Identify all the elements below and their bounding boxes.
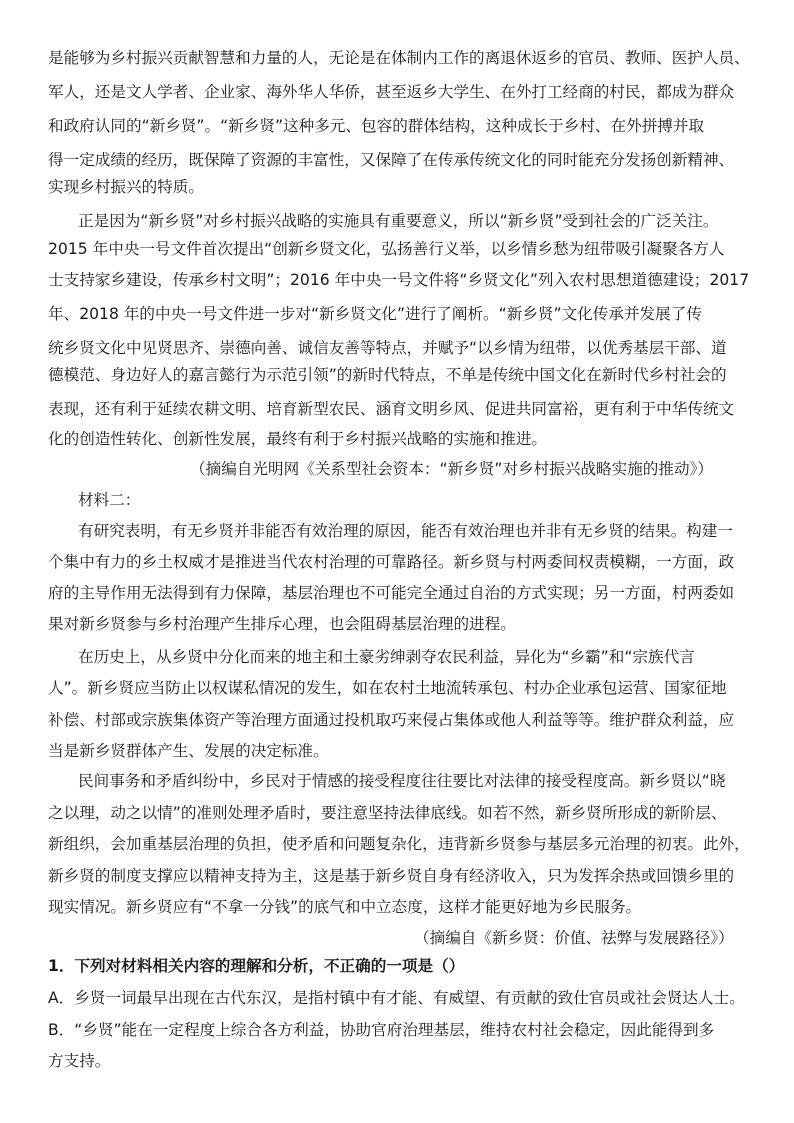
- text-line: 现实情况。新乡贤应有“不拿一分钱”的底气和中立态度，这样才能更好地为乡民服务。: [48, 898, 642, 916]
- text-line: 统乡贤文化中见贤思齐、崇德向善、诚信友善等特点，并赋予“以乡情为纽带，以优秀基层干部、道: [48, 339, 727, 357]
- source-citation: （摘编自《新乡贤：价值、祛弊与发展路径》）: [414, 929, 734, 947]
- text-line: 府的主导作用无法得到有力保障，基层治理也不可能完全通过自治的方式实现；另一方面，村两委如: [48, 584, 735, 602]
- answer-option-b: B．“乡贤”能在一定程度上综合各方利益，协助官府治理基层，维持农村社会稳定，因此能得到多: [48, 1021, 715, 1039]
- text-line: 有研究表明，有无乡贤并非能否有效治理的原因，能否有效治理也并非有无乡贤的结果。构建一: [78, 522, 733, 540]
- text-line: 2015 年中央一号文件首次提出“创新乡贤文化，弘扬善行义举，以乡情乡愁为纽带吸引凝聚各方人: [48, 240, 725, 258]
- text-line: 在历史上，从乡贤中分化而来的地主和土豪劣绅剥夺农民利益，异化为“乡霸”和“宗族代言: [78, 648, 695, 666]
- text-line: 果对新乡贤参与乡村治理产生排斥心理，也会阻碍基层治理的进程。: [48, 615, 516, 633]
- text-line: 之以理，动之以情”的准则处理矛盾时，要注意坚持法律底线。如若不然，新乡贤所形成的新阶层、: [48, 804, 727, 822]
- text-line: 是能够为乡村振兴贡献智慧和力量的人，无论是在体制内工作的离退休返乡的官员、教师、医护人员、: [48, 49, 750, 67]
- text-line: 个集中有力的乡土权威才是推进当代农村治理的可靠路径。新乡贤与村两委间权责模糊，一方面，政: [48, 553, 735, 571]
- text-line: 实现乡村振兴的特质。: [48, 178, 204, 196]
- text-line: 新组织，会加重基层治理的负担，使矛盾和问题复杂化，违背新乡贤参与基层多元治理的初衷。此外，: [48, 835, 750, 853]
- answer-option-b-continued: 方支持。: [48, 1052, 111, 1070]
- text-line: 化的创造性转化、创新性发展，最终有利于乡村振兴战略的实施和推进。: [48, 430, 548, 448]
- text-line: 新乡贤的制度支撑应以精神支持为主，这是基于新乡贤自身有经济收入，只为发挥余热或回馈乡里的: [48, 867, 735, 885]
- text-line: 民间事务和矛盾纠纷中，乡民对于情感的接受程度往往要比对法律的接受程度高。新乡贤以“晓: [78, 772, 726, 790]
- source-citation: （摘编自光明网《关系型社会资本：“新乡贤”对乡村振兴战略实施的推动》）: [190, 460, 713, 478]
- text-line: 得一定成绩的经历，既保障了资源的丰富性，又保障了在传承传统文化的同时能充分发扬创新精神、: [48, 151, 735, 169]
- text-line: 正是因为“新乡贤”对乡村振兴战略的实施具有重要意义，所以“新乡贤”受到社会的广泛关注。: [78, 212, 719, 230]
- question-stem: 1．下列对材料相关内容的理解和分析，不正确的一项是（）: [48, 957, 465, 975]
- text-line: 人”。新乡贤应当防止以权谋私情况的发生，如在农村土地流转承包、村办企业承包运营、国家征地: [48, 679, 727, 697]
- text-line: 年、2018 年的中央一号文件进一步对“新乡贤文化”进行了阐析。“新乡贤”文化传承并发展了传: [48, 305, 702, 323]
- text-line: 军人，还是文人学者、企业家、海外华人华侨，甚至返乡大学生、在外打工经商的村民，都成为群众: [48, 83, 735, 101]
- text-line: 德模范、身边好人的嘉言懿行为示范引领”的新时代特点，不单是传统中国文化在新时代乡村社会的: [48, 366, 727, 384]
- answer-option-a: A．乡贤一词最早出现在古代东汉，是指村镇中有才能、有威望、有贡献的致仕官员或社会贤达人士。: [48, 989, 745, 1007]
- section-heading: 材料二：: [78, 491, 141, 509]
- text-line: 当是新乡贤群体产生、发展的决定标准。: [48, 742, 329, 760]
- text-line: 表现，还有利于延续农耕文明、培育新型农民、涵育文明乡风、促进共同富裕，更有利于中华传统文: [48, 400, 735, 418]
- text-line: 士支持家乡建设，传承乡村文明”；2016 年中央一号文件将“乡贤文化”列入农村思想道德建设；2017: [48, 271, 750, 289]
- text-line: 补偿、村部或宗族集体资产等治理方面通过投机取巧来侵占集体或他人利益等等。维护群众利益，应: [48, 711, 735, 729]
- text-line: 和政府认同的“新乡贤”。“新乡贤”这种多元、包容的群体结构，这种成长于乡村、在外拼搏并取: [48, 117, 705, 135]
